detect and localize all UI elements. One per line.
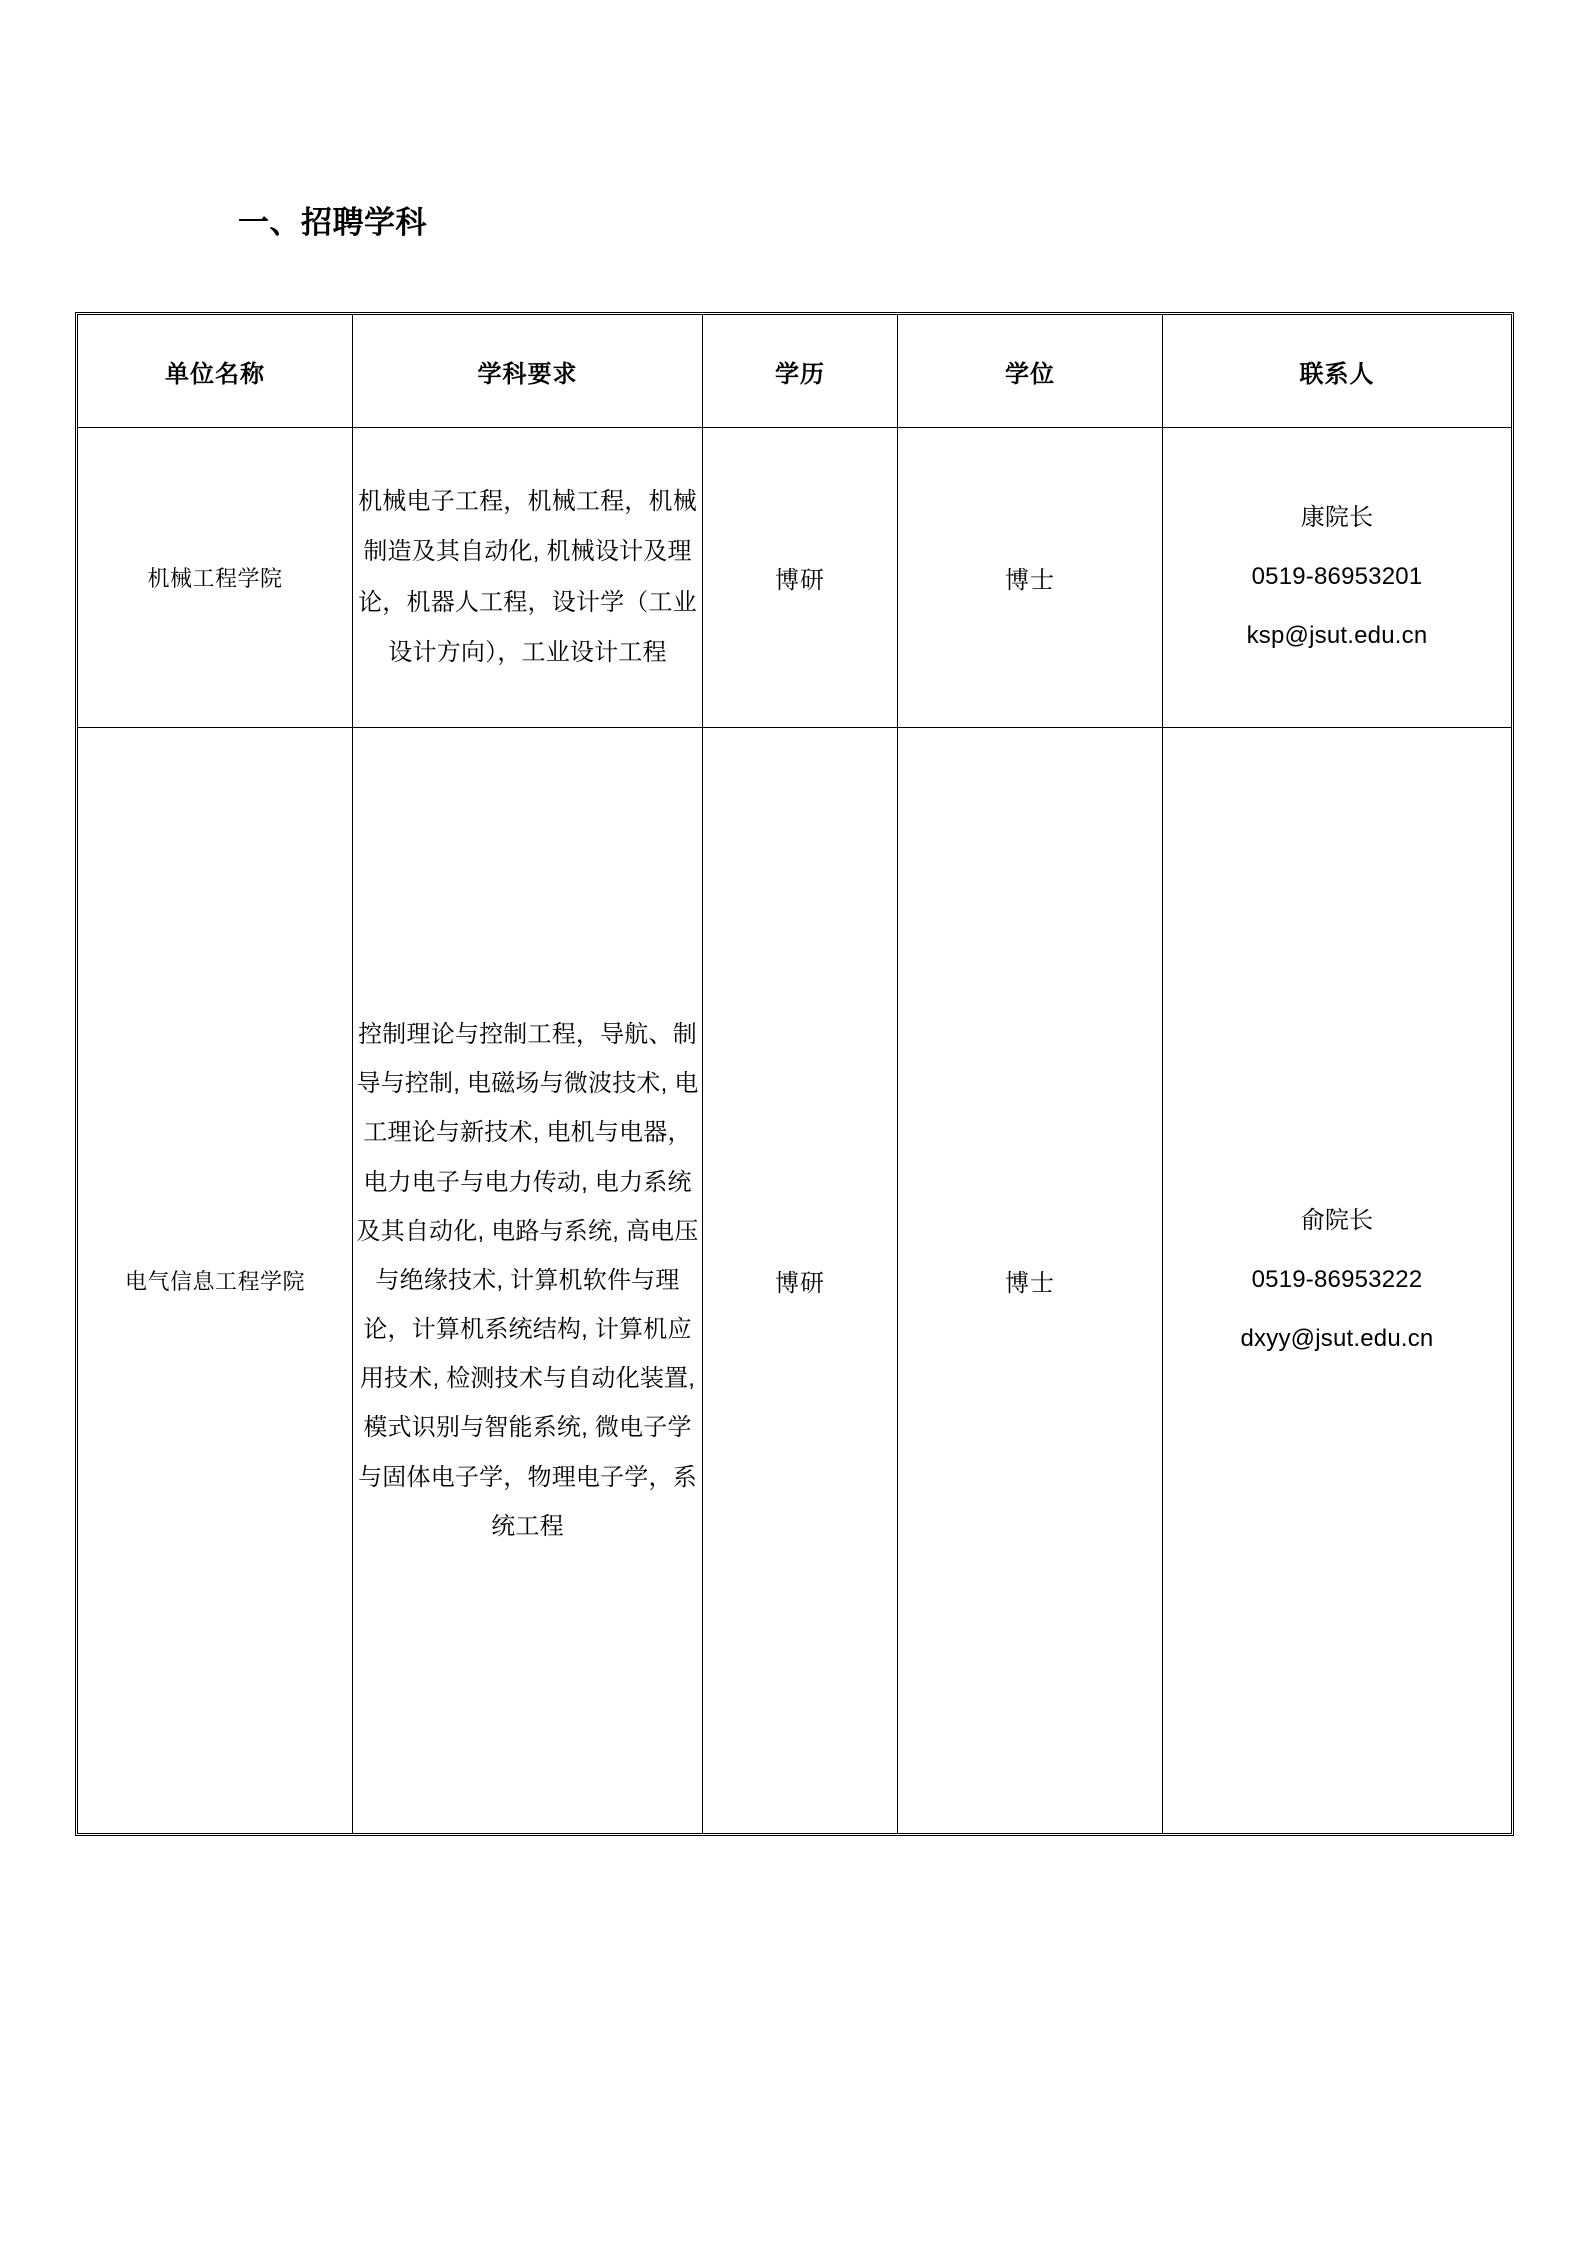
contact-email: ksp@jsut.edu.cn xyxy=(1246,621,1428,649)
table-header xyxy=(78,315,1511,428)
contact-phone: 0519-86953222 xyxy=(1251,1266,1423,1294)
cell-subject-requirements: 控制理论与控制工程，导航、制导与控制, 电磁场与微波技术, 电工理论与新技术, 电机与电器，电力电子与电力传动, 电力系统及其自动化, 电路与系统, 高电压与绝缘技术, 计算机软件与理论，计算机系统结构, 计算机应用技术, 检测技术与自动化装置, 模式识别与智能系统, 微电子学与固体电子学，物理电子学，系统工程 xyxy=(353,728,703,1833)
recruitment-table xyxy=(75,312,1514,1836)
cell-degree: 博士 xyxy=(898,428,1163,728)
cell-education: 博研 xyxy=(703,428,898,728)
column-header-subject: 学科要求 xyxy=(353,315,703,428)
cell-subject-requirements: 机械电子工程，机械工程，机械制造及其自动化, 机械设计及理论，机器人工程，设计学（工业设计方向），工业设计工程 xyxy=(353,428,703,728)
cell-unit-name: 机械工程学院 xyxy=(78,428,353,728)
table-body xyxy=(78,428,1511,1833)
cell-contact xyxy=(1163,728,1511,1833)
column-header-education: 学历 xyxy=(703,315,898,428)
column-header-unit: 单位名称 xyxy=(78,315,353,428)
cell-education: 博研 xyxy=(703,728,898,1833)
cell-degree: 博士 xyxy=(898,728,1163,1833)
contact-phone: 0519-86953201 xyxy=(1251,563,1423,591)
cell-contact xyxy=(1163,428,1511,728)
cell-unit-name: 电气信息工程学院 xyxy=(78,728,353,1833)
table-row xyxy=(78,428,1511,728)
table-row xyxy=(78,728,1511,1833)
contact-person-name: 俞院长 xyxy=(1300,1207,1374,1235)
page-title: 一、招聘学科 xyxy=(238,205,427,240)
recruitment-table-container xyxy=(75,312,1508,1836)
contact-email: dxyy@jsut.edu.cn xyxy=(1240,1324,1434,1352)
column-header-degree: 学位 xyxy=(898,315,1163,428)
table-header-row xyxy=(78,315,1511,428)
contact-person-name: 康院长 xyxy=(1300,504,1374,532)
column-header-contact: 联系人 xyxy=(1163,315,1511,428)
